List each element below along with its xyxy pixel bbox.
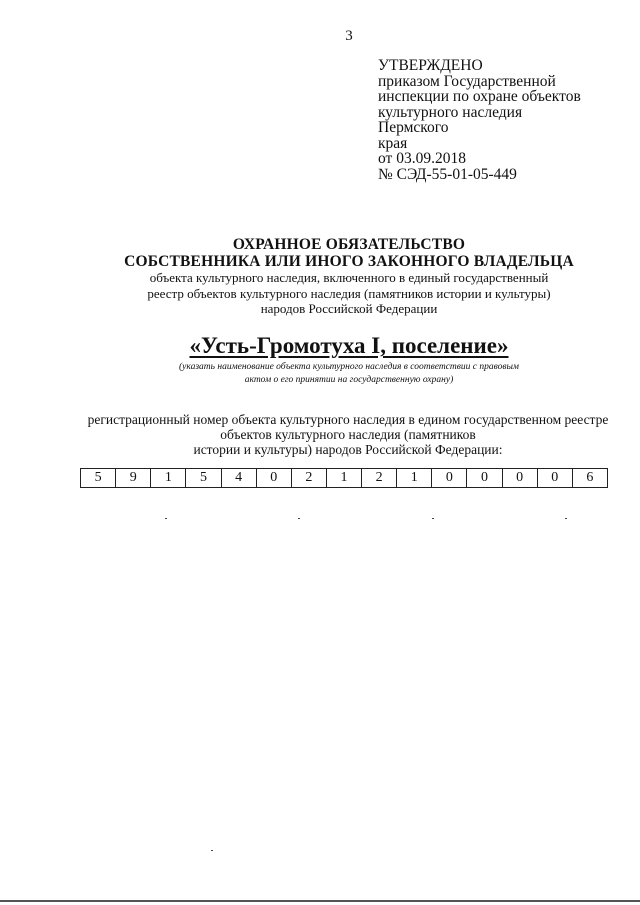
- scan-speck: [165, 518, 167, 519]
- registration-number-table: [80, 468, 608, 488]
- title-line-1: ОХРАННОЕ ОБЯЗАТЕЛЬСТВО: [232, 236, 466, 253]
- approval-date: от 03.09.2018: [378, 150, 466, 167]
- title-line-2: СОБСТВЕННИКА ИЛИ ИНОГО ЗАКОННОГО ВЛАДЕЛЬЦА: [124, 253, 574, 270]
- registration-digit: 0: [502, 469, 537, 488]
- approval-line: края: [378, 134, 408, 152]
- approval-line: Пермского: [378, 119, 449, 136]
- approval-line: приказом Государственной: [378, 72, 556, 90]
- scan-speck: [565, 518, 567, 519]
- scan-speck: [211, 850, 213, 851]
- registration-digit: 1: [151, 469, 186, 488]
- object-note-line-2: актом о его принятии на государственную охрану): [244, 375, 454, 385]
- registration-digit: 6: [572, 469, 607, 488]
- registration-digit: 5: [81, 469, 116, 488]
- approval-heading: УТВЕРЖДЕНО: [378, 57, 483, 74]
- registration-caption-line: объектов культурного наследия (памятников: [220, 427, 476, 442]
- registration-digit: 1: [326, 469, 361, 488]
- approval-order-number: № СЭД-55-01-05-449: [378, 165, 517, 183]
- registration-digit: 9: [116, 469, 151, 488]
- scan-bottom-edge: [0, 900, 640, 902]
- scan-speck: [432, 518, 434, 519]
- registration-digit: 4: [221, 469, 256, 488]
- registration-caption-line: регистрационный номер объекта культурного наследия в едином государственном реестре: [87, 412, 609, 427]
- scan-speck: [298, 518, 300, 519]
- object-name: «Усть-Громотуха I, поселение»: [189, 333, 509, 358]
- registration-digit: 2: [362, 469, 397, 488]
- subtitle-line: народов Российской Федерации: [260, 301, 438, 316]
- approval-line: инспекции по охране объектов: [378, 88, 581, 105]
- subtitle-line: реестр объектов культурного наследия (памятников истории и культуры): [147, 285, 551, 301]
- object-note-line-1: (указать наименование объекта культурного наследия в соответствии с правовым: [179, 362, 519, 372]
- document-title: [0, 236, 640, 317]
- registration-digit: 5: [186, 469, 221, 488]
- subtitle-line: объекта культурного наследия, включенного в единый государственный: [149, 270, 549, 285]
- registration-caption: [70, 412, 626, 457]
- registration-digit: 0: [537, 469, 572, 488]
- registration-digit: 0: [256, 469, 291, 488]
- approval-stamp: [378, 58, 618, 182]
- object-name-block: [0, 332, 640, 386]
- registration-digit: 1: [397, 469, 432, 488]
- registration-digit: 2: [291, 469, 326, 488]
- registration-caption-line: истории и культуры) народов Российской Федерации:: [193, 442, 503, 457]
- registration-number-row: [81, 469, 608, 488]
- approval-line: культурного наследия: [378, 103, 523, 121]
- registration-digit: 0: [432, 469, 467, 488]
- page-number: 3: [345, 28, 353, 44]
- registration-digit: 0: [467, 469, 502, 488]
